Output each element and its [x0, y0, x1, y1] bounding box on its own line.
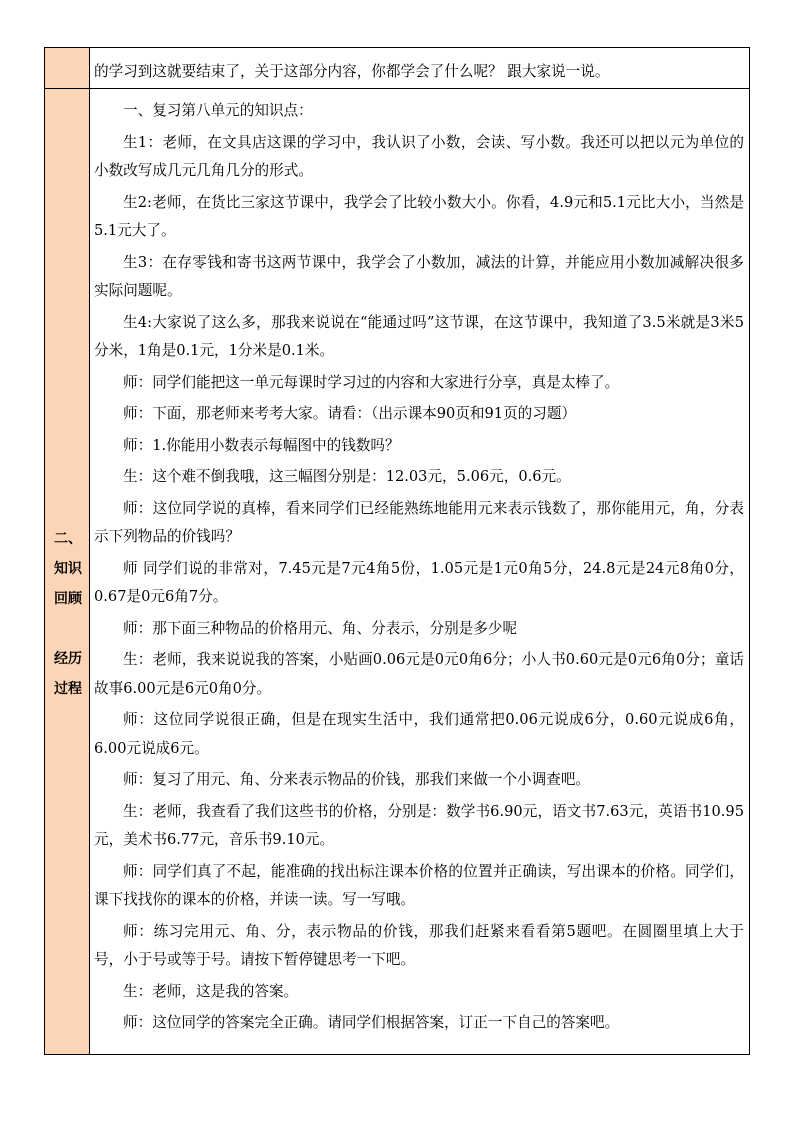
- section-label-spacer: [45, 614, 91, 644]
- dialogue-paragraph: 师：这位同学说很正确，但是在现实生活中，我们通常把0.06元说成6分，0.60元说成6角，6.00元说成6元。: [94, 711, 744, 757]
- table-row-continuation: [44, 47, 750, 89]
- dialogue-paragraph: 生：老师，我来说说我的答案，小贴画0.06元是0元0角6分；小人书0.60元是0元6角0分；童话故事6.00元是6元0角0分。: [94, 651, 744, 697]
- section-label-line: 知识: [54, 561, 82, 577]
- dialogue-paragraph: 生3：在存零钱和寄书这两节课中，我学会了小数加，减法的计算，并能应用小数加减解决很多实际问题呢。: [94, 253, 744, 299]
- section-label-line: 回顾: [54, 591, 82, 607]
- lesson-plan-table: [44, 47, 750, 1055]
- section-label-line: 经历: [54, 651, 82, 667]
- section-heading: 一、复习第八单元的知识点：: [123, 102, 313, 119]
- dialogue-paragraph: 师 同学们说的非常对，7.45元是7元4角5份，1.05元是1元0角5分，24.8元是24元8角0分，0.67是0元6角7分。: [94, 559, 744, 605]
- dialogue-paragraph: 师：同学们能把这一单元每课时学习过的内容和大家进行分享，真是太棒了。: [123, 373, 620, 391]
- dialogue-paragraph: 生2:老师，在货比三家这节课中，我学会了比较小数大小。你看，4.9元和5.1元比大小，当然是5.1元大了。: [94, 193, 744, 239]
- dialogue-paragraph: 师：这位同学说的真棒，看来同学们已经能熟练地能用元来表示钱数了，那你能用元，角，分表示下列物品的价钱吗？: [94, 499, 744, 545]
- dialogue-paragraph: 师：1.你能用小数表示每幅图中的钱数吗？: [123, 436, 400, 454]
- section-label-line: 二、: [54, 531, 82, 547]
- paragraph-list: [94, 97, 744, 1041]
- table-row-knowledge-review: [44, 89, 750, 1055]
- dialogue-paragraph: 师：练习完用元、角、分，表示物品的价钱，那我们赶紧来看看第5题吧。在圆圈里填上大于号，小于号或等于号。请按下暂停键思考一下吧。: [94, 922, 744, 968]
- dialogue-paragraph: 师：同学们真了不起，能准确的找出标注课本价格的位置并正确读，写出课本的价格。同学们，课下找找你的课本的价格，并读一读。写一写哦。: [94, 862, 744, 908]
- dialogue-paragraph: 师：这位同学的答案完全正确。请同学们根据答案，订正一下自己的答案吧。: [123, 1014, 620, 1031]
- intro-line: 的学习到这就要结束了，关于这部分内容，你都学会了什么呢？ 跟大家说一说。: [94, 63, 610, 80]
- row-content-cell: [90, 47, 750, 89]
- section-label-cell: [44, 89, 90, 1055]
- row-label-cell-empty: [44, 47, 90, 89]
- section-content-cell: [90, 89, 750, 1055]
- dialogue-paragraph: 师：那下面三种物品的价格用元、角、分表示，分别是多少呢: [123, 619, 518, 637]
- dialogue-paragraph: 师：下面，那老师来考考大家。请看：（出示课本90页和91页的习题）: [123, 405, 577, 422]
- dialogue-paragraph: 生1：老师，在文具店这课的学习中，我认识了小数，会读、写小数。我还可以把以元为单位的小数改写成几元几角几分的形式。: [94, 133, 744, 179]
- dialogue-paragraph: 生：老师，我查看了我们这些书的价格，分别是：数学书6.90元，语文书7.63元，英语书10.95元，美术书6.77元，音乐书9.10元。: [94, 802, 744, 848]
- dialogue-paragraph: 师：复习了用元、角、分来表示物品的价钱，那我们来做一个小调查吧。: [123, 771, 591, 788]
- dialogue-paragraph: 生：老师，这是我的答案。: [123, 982, 299, 1000]
- dialogue-paragraph: 生：这个难不倒我哦，这三幅图分别是：12.03元，5.06元，0.6元。: [123, 468, 571, 485]
- dialogue-paragraph: 生4:大家说了这么多，那我来说说在“能通过吗”这节课，在这节课中，我知道了3.5米就是3米5分米，1角是0.1元，1分米是0.1米。: [94, 313, 744, 359]
- section-label: [45, 524, 91, 704]
- section-label-line: 过程: [54, 681, 82, 697]
